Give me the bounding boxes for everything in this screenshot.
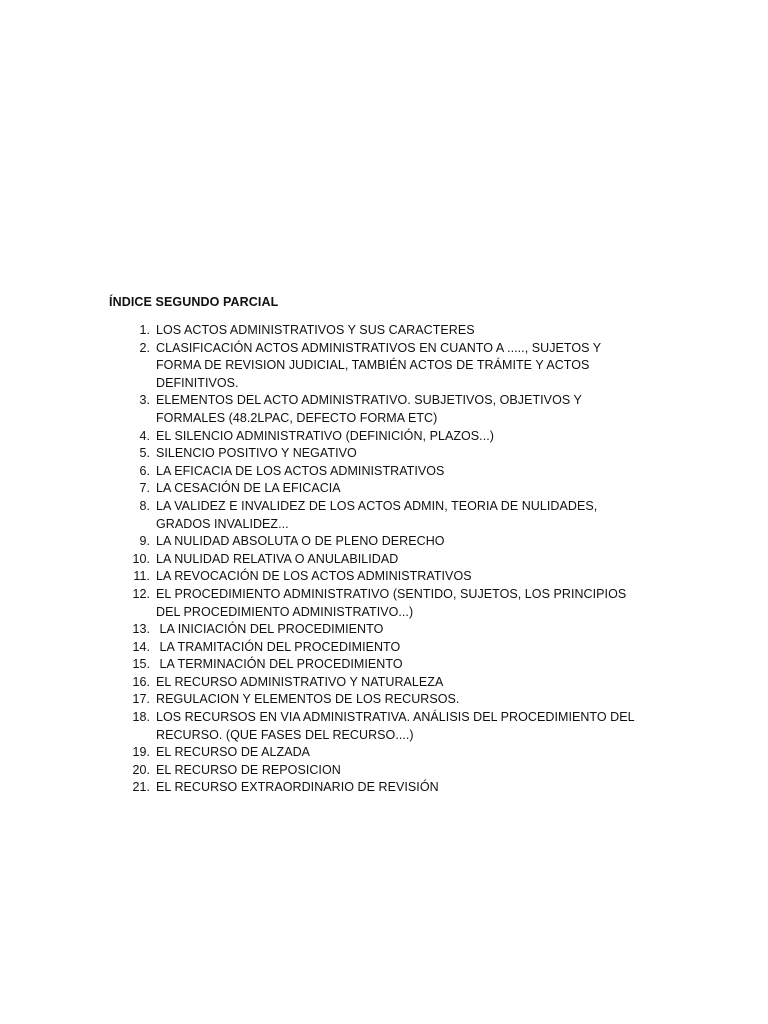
list-item — [109, 621, 649, 639]
list-item-number: 1. — [139, 323, 150, 337]
list-item — [109, 392, 649, 427]
list-item-number: 11. — [133, 569, 150, 584]
list-item-text: LA TERMINACIÓN DEL PROCEDIMIENTO — [156, 657, 403, 672]
list-item-number: 5. — [139, 446, 150, 461]
list-item-number: 10. — [132, 551, 150, 566]
list-item — [109, 586, 649, 621]
list-item — [109, 639, 649, 657]
list-item-text: SILENCIO POSITIVO Y NEGATIVO — [156, 446, 357, 461]
list-item-text: EL RECURSO DE ALZADA — [156, 745, 311, 760]
list-item-number: 7. — [139, 481, 150, 496]
list-item-number: 6. — [139, 463, 150, 478]
list-item-text: EL RECURSO EXTRAORDINARIO DE REVISIÓN — [156, 780, 439, 795]
list-item-text: LA NULIDAD RELATIVA O ANULABILIDAD — [156, 551, 399, 566]
list-item-number: 3. — [139, 393, 150, 408]
list-item-text: EL RECURSO ADMINISTRATIVO Y NATURALEZA — [156, 674, 444, 689]
list-item — [109, 428, 649, 446]
list-item-number: 16. — [132, 674, 150, 689]
list-item-text: LOS RECURSOS EN VIA ADMINISTRATIVA. ANÁLISIS DEL PROCEDIMIENTO DEL RECURSO. (QUE FASES DEL RECURSO....) — [156, 710, 638, 742]
list-item-number: 12. — [132, 586, 150, 601]
list-item-number: 8. — [139, 498, 150, 513]
list-item — [109, 568, 649, 586]
list-item-number: 17. — [132, 692, 150, 707]
list-item — [109, 656, 649, 674]
list-item — [109, 533, 649, 551]
index-list — [109, 322, 649, 797]
list-item-number: 4. — [139, 428, 150, 443]
list-item — [109, 779, 649, 797]
list-item-number: 21. — [132, 780, 150, 795]
list-item — [109, 709, 649, 744]
list-item-text: REGULACION Y ELEMENTOS DE LOS RECURSOS. — [156, 692, 460, 707]
document-title: ÍNDICE SEGUNDO PARCIAL — [109, 295, 279, 309]
list-item-text: ELEMENTOS DEL ACTO ADMINISTRATIVO. SUBJETIVOS, OBJETIVOS Y FORMALES (48.2LPAC, DEFECTO FORMA ETC) — [156, 393, 586, 425]
list-item — [109, 445, 649, 463]
list-item — [109, 551, 649, 569]
list-item — [109, 762, 649, 780]
list-item-number: 19. — [132, 745, 150, 760]
list-item-number: 18. — [132, 710, 150, 725]
list-item-number: 15. — [132, 657, 150, 672]
list-item-number: 13. — [132, 622, 150, 637]
list-item-number: 2. — [139, 340, 150, 355]
list-item-text: EL SILENCIO ADMINISTRATIVO (DEFINICIÓN, PLAZOS...) — [156, 428, 494, 443]
list-item — [109, 674, 649, 692]
list-item — [109, 480, 649, 498]
list-item — [109, 498, 649, 533]
list-item-number: 14. — [132, 639, 150, 654]
list-item-number: 20. — [132, 762, 150, 777]
list-item-text: LA TRAMITACIÓN DEL PROCEDIMIENTO — [156, 639, 401, 654]
list-item-text: LA NULIDAD ABSOLUTA O DE PLENO DERECHO — [156, 534, 445, 549]
list-item — [109, 463, 649, 481]
list-item-text: LA VALIDEZ E INVALIDEZ DE LOS ACTOS ADMIN, TEORIA DE NULIDADES, GRADOS INVALIDEZ... — [156, 498, 601, 531]
list-item-text: LA EFICACIA DE LOS ACTOS ADMINISTRATIVOS — [156, 463, 445, 478]
list-item-text: LA INICIACIÓN DEL PROCEDIMIENTO — [156, 622, 384, 637]
list-item-text: LOS ACTOS ADMINISTRATIVOS Y SUS CARACTERES — [156, 323, 475, 337]
list-item-text: LA REVOCACIÓN DE LOS ACTOS ADMINISTRATIVOS — [156, 569, 472, 584]
list-item-number: 9. — [139, 534, 150, 549]
list-item — [109, 322, 649, 340]
list-item-text: LA CESACIÓN DE LA EFICACIA — [156, 481, 341, 496]
list-item — [109, 691, 649, 709]
list-item-text: CLASIFICACIÓN ACTOS ADMINISTRATIVOS EN CUANTO A ....., SUJETOS Y FORMA DE REVISION JUDICIAL, TAMBIÉN ACTOS DE TRÁMITE Y ACTOS DEFINITIVOS. — [156, 340, 605, 390]
list-item — [109, 744, 649, 762]
list-item-text: EL PROCEDIMIENTO ADMINISTRATIVO (SENTIDO, SUJETOS, LOS PRINCIPIOS DEL PROCEDIMIENTO ADMINISTRATIVO...) — [156, 586, 630, 619]
list-item — [109, 340, 649, 393]
list-item-text: EL RECURSO DE REPOSICION — [156, 762, 341, 777]
